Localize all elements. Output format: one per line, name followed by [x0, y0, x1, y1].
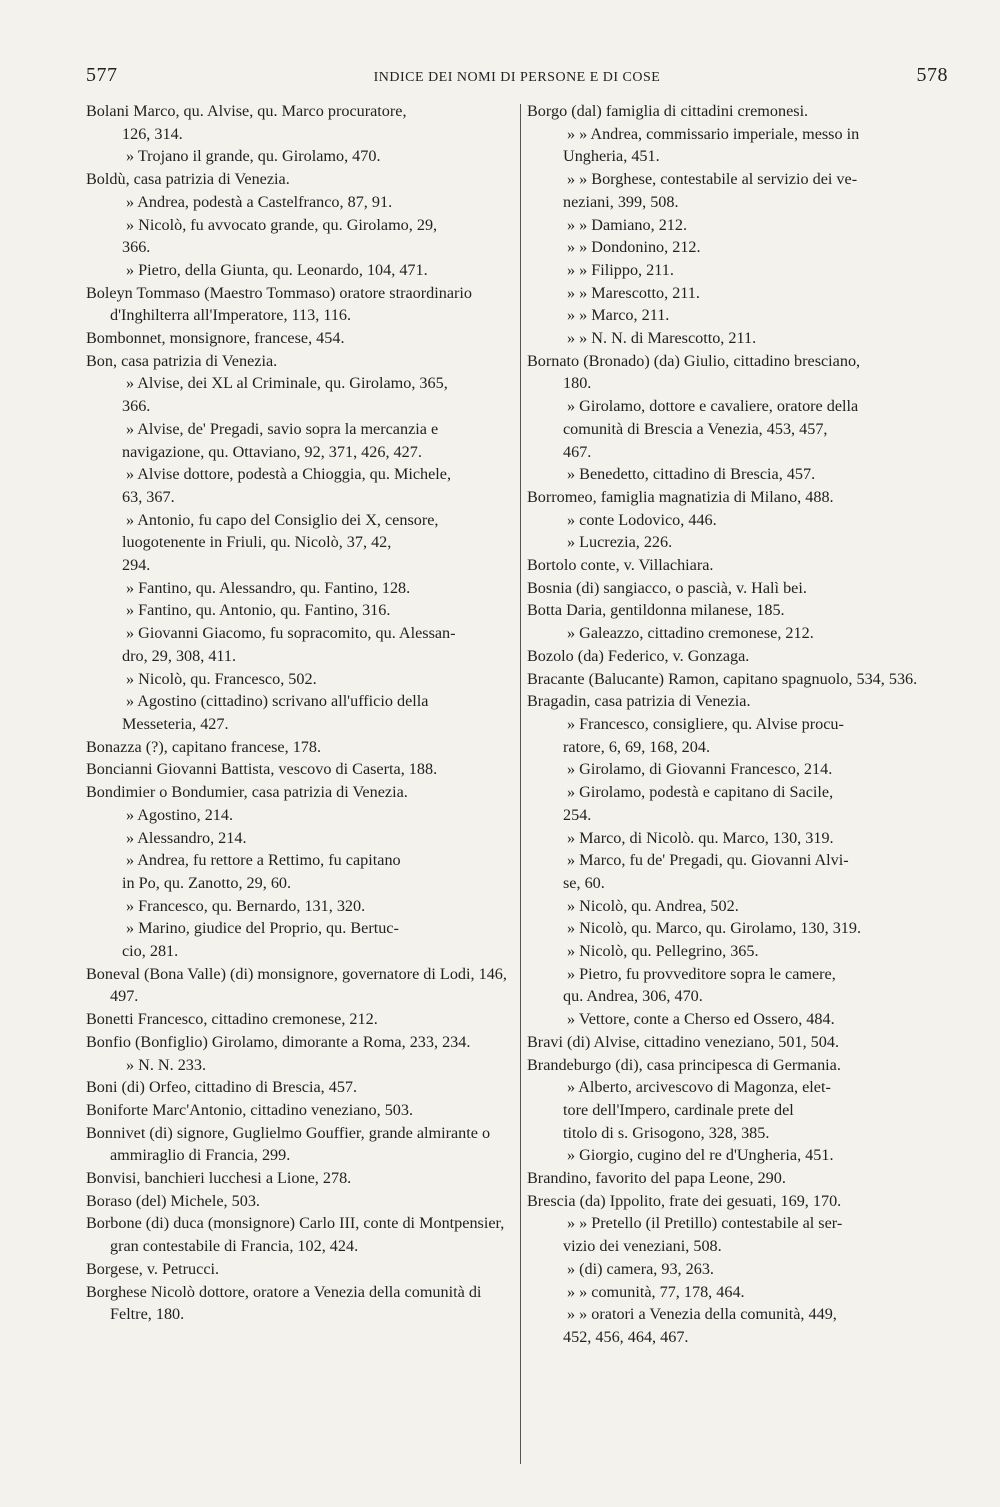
- index-entry-line: » Agostino (cittadino) scrivano all'ufficio della: [126, 692, 429, 711]
- index-entry-line: Boniforte Marc'Antonio, cittadino veneziano, 503.: [86, 1100, 414, 1119]
- index-entry-line: » Alberto, arcivescovo di Magonza, elet-: [567, 1078, 831, 1097]
- index-entry-line: Boneval (Bona Valle) (di) monsignore, governatore di Lodi, 146, 497.: [86, 964, 507, 1006]
- index-entry-line: » Pietro, fu provveditore sopra le camere,: [567, 964, 836, 983]
- index-entry-line: » Nicolò, fu avvocato grande, qu. Girolamo, 29,: [126, 215, 438, 234]
- index-entry-line: Bonfio (Bonfiglio) Girolamo, dimorante a Roma, 233, 234.: [86, 1032, 471, 1051]
- index-entry-line: Bonnivet (di) signore, Guglielmo Gouffier, grande almirante o ammiraglio di Francia, 299.: [86, 1123, 491, 1165]
- index-entry-line: » Girolamo, dottore e cavaliere, oratore della: [567, 397, 859, 416]
- index-entry-line: » Giovanni Giacomo, fu sopracomito, qu. Alessan-: [126, 624, 456, 643]
- index-entry-line: » Francesco, consigliere, qu. Alvise procu-: [567, 714, 844, 733]
- index-entry-line: » Alessandro, 214.: [126, 828, 247, 847]
- index-entry-line: » Nicolò, qu. Francesco, 502.: [126, 669, 317, 688]
- index-entry-line: luogotenente in Friuli, qu. Nicolò, 37, 42,: [122, 533, 392, 552]
- index-entry-line: » Lucrezia, 226.: [567, 533, 673, 552]
- index-entry-line: Bosnia (di) sangiacco, o pascià, v. Halì bei.: [527, 578, 807, 597]
- right-column: [527, 100, 952, 1349]
- index-entry-line: Boni (di) Orfeo, cittadino di Brescia, 457.: [86, 1078, 358, 1097]
- index-entry-line: » » Filippo, 211.: [567, 260, 674, 279]
- index-entry-line: titolo di s. Grisogono, 328, 385.: [563, 1123, 770, 1142]
- index-entry-line: » » Marco, 211.: [567, 306, 670, 325]
- index-entry-line: » Girolamo, podestà e capitano di Sacile,: [567, 783, 834, 802]
- running-title: INDICE DEI NOMI DI PERSONE E DI COSE: [373, 70, 661, 85]
- index-entry-line: » Galeazzo, cittadino cremonese, 212.: [567, 624, 814, 643]
- index-entry-line: » Pietro, della Giunta, qu. Leonardo, 104, 471.: [126, 260, 428, 279]
- index-entry-line: tore dell'Impero, cardinale prete del: [563, 1100, 794, 1119]
- index-entry-line: Bragadin, casa patrizia di Venezia.: [527, 692, 751, 711]
- index-entry-line: cio, 281.: [122, 942, 179, 961]
- left-column: [86, 100, 514, 1326]
- index-entry-line: ratore, 6, 69, 168, 204.: [563, 737, 711, 756]
- index-entry-line: Boncianni Giovanni Battista, vescovo di Caserta, 188.: [86, 760, 438, 779]
- index-entry-line: Borgo (dal) famiglia di cittadini cremonesi.: [527, 102, 809, 120]
- index-entry-line: Bon, casa patrizia di Venezia.: [86, 351, 278, 370]
- index-entry-line: Borghese Nicolò dottore, oratore a Venezia della comunità di Feltre, 180.: [86, 1282, 482, 1324]
- index-entry-line: Boldù, casa patrizia di Venezia.: [86, 170, 290, 189]
- index-entry-line: » » Andrea, commissario imperiale, messo in: [567, 124, 860, 143]
- page-number-left: 577: [86, 64, 118, 86]
- index-entry-line: Bracante (Balucante) Ramon, capitano spagnuolo, 534, 536.: [527, 669, 918, 688]
- index-entry-line: » Nicolò, qu. Marco, qu. Girolamo, 130, 319.: [567, 919, 862, 938]
- index-entry-line: Ungheria, 451.: [563, 147, 660, 166]
- index-entry-line: 366.: [122, 397, 151, 416]
- index-entry-line: Boleyn Tommaso (Maestro Tommaso) oratore straordinario d'Inghilterra all'Imperatore, 113, 116.: [86, 283, 473, 325]
- index-entry-line: 63, 367.: [122, 487, 175, 506]
- index-entry-line: » » comunità, 77, 178, 464.: [567, 1282, 745, 1301]
- index-entry-line: 467.: [563, 442, 592, 461]
- index-entry-line: vizio dei veneziani, 508.: [563, 1237, 722, 1256]
- index-entry-line: » Giorgio, cugino del re d'Ungheria, 451.: [567, 1146, 834, 1165]
- index-entry-line: Borromeo, famiglia magnatizia di Milano, 488.: [527, 487, 834, 506]
- index-entry-line: » Andrea, fu rettore a Rettimo, fu capitano: [126, 851, 401, 870]
- index-entry-line: » (di) camera, 93, 263.: [567, 1259, 714, 1278]
- index-entry-line: Brandino, favorito del papa Leone, 290.: [527, 1169, 786, 1188]
- index-entry-line: neziani, 399, 508.: [563, 192, 679, 211]
- index-entry-line: dro, 29, 308, 411.: [122, 646, 237, 665]
- index-entry-line: Bondimier o Bondumier, casa patrizia di Venezia.: [86, 783, 408, 802]
- index-entry-line: Bozolo (da) Federico, v. Gonzaga.: [527, 646, 750, 665]
- index-entry-line: » N. N. 233.: [126, 1055, 207, 1074]
- index-entry-line: Botta Daria, gentildonna milanese, 185.: [527, 601, 785, 620]
- index-entry-line: » » Marescotto, 211.: [567, 283, 700, 302]
- index-entry-line: » Nicolò, qu. Andrea, 502.: [567, 896, 739, 915]
- index-entry-line: » » Pretello (il Pretillo) contestabile al ser-: [567, 1214, 843, 1233]
- index-entry-line: » Fantino, qu. Antonio, qu. Fantino, 316.: [126, 601, 391, 620]
- index-entry-line: » Alvise dottore, podestà a Chioggia, qu. Michele,: [126, 465, 452, 484]
- index-entry-line: » » Damiano, 212.: [567, 215, 688, 234]
- index-entry-line: » Alvise, dei XL al Criminale, qu. Girolamo, 365,: [126, 374, 448, 393]
- index-entry-line: » » oratori a Venezia della comunità, 449,: [567, 1305, 837, 1324]
- index-entry-line: Borgese, v. Petrucci.: [86, 1259, 220, 1278]
- index-entry-line: » Nicolò, qu. Pellegrino, 365.: [567, 942, 759, 961]
- index-entry-line: qu. Andrea, 306, 470.: [563, 987, 703, 1006]
- index-entry-line: » Agostino, 214.: [126, 805, 234, 824]
- index-entry-line: » Andrea, podestà a Castelfranco, 87, 91.: [126, 192, 393, 211]
- index-entry-line: navigazione, qu. Ottaviano, 92, 371, 426, 427.: [122, 442, 422, 461]
- index-entry-line: Bravi (di) Alvise, cittadino veneziano, 501, 504.: [527, 1032, 839, 1051]
- column-divider: [520, 104, 521, 1464]
- index-entry-line: » Antonio, fu capo del Consiglio dei X, censore,: [126, 510, 439, 529]
- index-entry-line: » Benedetto, cittadino di Brescia, 457.: [567, 465, 816, 484]
- index-entry-line: Bombonnet, monsignore, francese, 454.: [86, 329, 345, 348]
- index-entry-line: » Trojano il grande, qu. Girolamo, 470.: [126, 147, 381, 166]
- index-entry-line: 254.: [563, 805, 592, 824]
- index-entry-line: » » Borghese, contestabile al servizio dei ve-: [567, 170, 858, 189]
- index-entry-line: Brescia (da) Ippolito, frate dei gesuati, 169, 170.: [527, 1191, 842, 1210]
- index-entry-line: Bonetti Francesco, cittadino cremonese, 212.: [86, 1010, 378, 1029]
- index-entry-line: Boraso (del) Michele, 503.: [86, 1191, 260, 1210]
- index-entry-line: Bonvisi, banchieri lucchesi a Lione, 278.: [86, 1169, 352, 1188]
- index-entry-line: » conte Lodovico, 446.: [567, 510, 717, 529]
- index-entry-line: » » N. N. di Marescotto, 211.: [567, 329, 757, 348]
- index-entry-line: » Marino, giudice del Proprio, qu. Bertuc-: [126, 919, 399, 938]
- index-entry-line: Bortolo conte, v. Villachiara.: [527, 556, 714, 575]
- index-entry-line: 180.: [563, 374, 592, 393]
- index-entry-line: 452, 456, 464, 467.: [563, 1327, 689, 1346]
- index-entry-line: » Vettore, conte a Cherso ed Ossero, 484.: [567, 1010, 835, 1029]
- index-entry-line: Borbone (di) duca (monsignore) Carlo III, conte di Montpensier, gran contestabile di Francia, 102, 424.: [86, 1214, 505, 1256]
- index-entry-line: Brandeburgo (di), casa principesca di Germania.: [527, 1055, 841, 1074]
- index-entry-line: se, 60.: [563, 873, 605, 892]
- index-entry-line: Bolani Marco, qu. Alvise, qu. Marco procuratore,: [86, 102, 407, 120]
- index-entry-line: comunità di Brescia a Venezia, 453, 457,: [563, 419, 828, 438]
- index-entry-line: » Fantino, qu. Alessandro, qu. Fantino, 128.: [126, 578, 411, 597]
- index-entry-line: Bornato (Bronado) (da) Giulio, cittadino bresciano,: [527, 351, 861, 370]
- index-entry-line: Bonazza (?), capitano francese, 178.: [86, 737, 322, 756]
- index-entry-line: 294.: [122, 556, 151, 575]
- index-entry-line: » Marco, di Nicolò. qu. Marco, 130, 319.: [567, 828, 834, 847]
- index-entry-line: » » Dondonino, 212.: [567, 238, 701, 257]
- index-entry-line: » Girolamo, di Giovanni Francesco, 214.: [567, 760, 833, 779]
- index-entry-line: Messeteria, 427.: [122, 714, 229, 733]
- page-header: [86, 64, 948, 94]
- index-entry-line: » Marco, fu de' Pregadi, qu. Giovanni Alvi-: [567, 851, 849, 870]
- index-entry-line: » Alvise, de' Pregadi, savio sopra la mercanzia e: [126, 419, 439, 438]
- index-entry-line: 126, 314.: [122, 124, 183, 143]
- index-entry-line: 366.: [122, 238, 151, 257]
- index-entry-line: in Po, qu. Zanotto, 29, 60.: [122, 873, 292, 892]
- page-number-right: 578: [916, 64, 948, 86]
- index-entry-line: » Francesco, qu. Bernardo, 131, 320.: [126, 896, 366, 915]
